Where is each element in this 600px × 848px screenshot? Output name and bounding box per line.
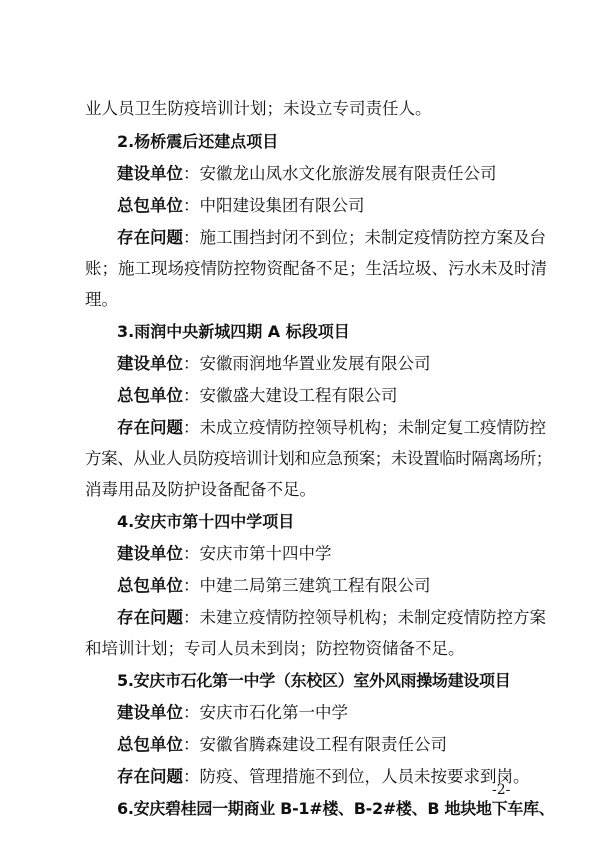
field-line xyxy=(117,386,521,406)
section-heading: 5.安庆市石化第一中学（东校区）室外风雨操场建设项目 xyxy=(117,671,511,690)
field-value: ：安庆市第十四中学 xyxy=(183,544,332,563)
field-label: 建设单位 xyxy=(117,544,183,563)
body-line: 和培训计划；专司人员未到岗；防控物资储备不足。 xyxy=(85,639,465,658)
field-line xyxy=(117,196,521,216)
page-number: -2- xyxy=(492,782,511,798)
field-line xyxy=(117,703,521,723)
field-line xyxy=(117,418,546,438)
field-label: 总包单位 xyxy=(117,196,183,215)
field-label: 存在问题 xyxy=(117,608,183,627)
section-heading: 3.雨润中央新城四期 A 标段项目 xyxy=(117,322,350,341)
field-label: 建设单位 xyxy=(117,164,183,183)
field-value: ：安徽雨润地华置业发展有限公司 xyxy=(183,354,431,373)
field-label: 存在问题 xyxy=(117,767,183,786)
body-line: 方案、从业人员防疫培训计划和应急预案；未设置临时隔离场所； xyxy=(85,449,552,468)
field-label: 总包单位 xyxy=(117,386,183,405)
field-label: 总包单位 xyxy=(117,576,183,595)
body-line: 理。 xyxy=(85,290,118,309)
field-label: 建设单位 xyxy=(117,354,183,373)
field-line xyxy=(117,228,546,248)
field-label: 存在问题 xyxy=(117,228,183,247)
field-value: ：中阳建设集团有限公司 xyxy=(183,196,365,215)
body-line: 账；施工现场疫情防控物资配备不足；生活垃圾、污水未及时清 xyxy=(85,259,547,278)
body-line: 消毒用品及防护设备配备不足。 xyxy=(85,480,316,499)
section-heading: 6.安庆碧桂园一期商业 B-1#楼、B-2#楼、B 地块地下车库、 xyxy=(117,799,555,818)
field-line xyxy=(117,735,521,755)
field-value: ：未成立疫情防控领导机构；未制定复工疫情防控 xyxy=(183,418,546,437)
field-line xyxy=(117,576,521,596)
field-label: 总包单位 xyxy=(117,735,183,754)
field-value: ：安徽龙山凤水文化旅游发展有限责任公司 xyxy=(183,164,497,183)
field-value: ：安徽省腾森建设工程有限责任公司 xyxy=(183,735,447,754)
field-value: ：未建立疫情防控领导机构；未制定疫情防控方案 xyxy=(183,608,546,627)
section-heading: 4.安庆市第十四中学项目 xyxy=(117,512,295,531)
field-line xyxy=(117,544,521,564)
field-line xyxy=(117,354,521,374)
field-line xyxy=(117,608,546,628)
field-value: ：施工围挡封闭不到位；未制定疫情防控方案及台 xyxy=(183,228,546,247)
section-heading: 2.杨桥震后还建点项目 xyxy=(117,132,279,151)
field-label: 建设单位 xyxy=(117,703,183,722)
field-value: ：防疫、管理措施不到位，人员未按要求到岗。 xyxy=(183,767,530,786)
body-line: 业人员卫生防疫培训计划；未设立专司责任人。 xyxy=(85,99,432,118)
field-line xyxy=(117,164,521,184)
field-value: ：中建二局第三建筑工程有限公司 xyxy=(183,576,431,595)
field-line xyxy=(117,767,530,787)
field-value: ：安庆市石化第一中学 xyxy=(183,703,348,722)
field-value: ：安徽盛大建设工程有限公司 xyxy=(183,386,398,405)
field-label: 存在问题 xyxy=(117,418,183,437)
